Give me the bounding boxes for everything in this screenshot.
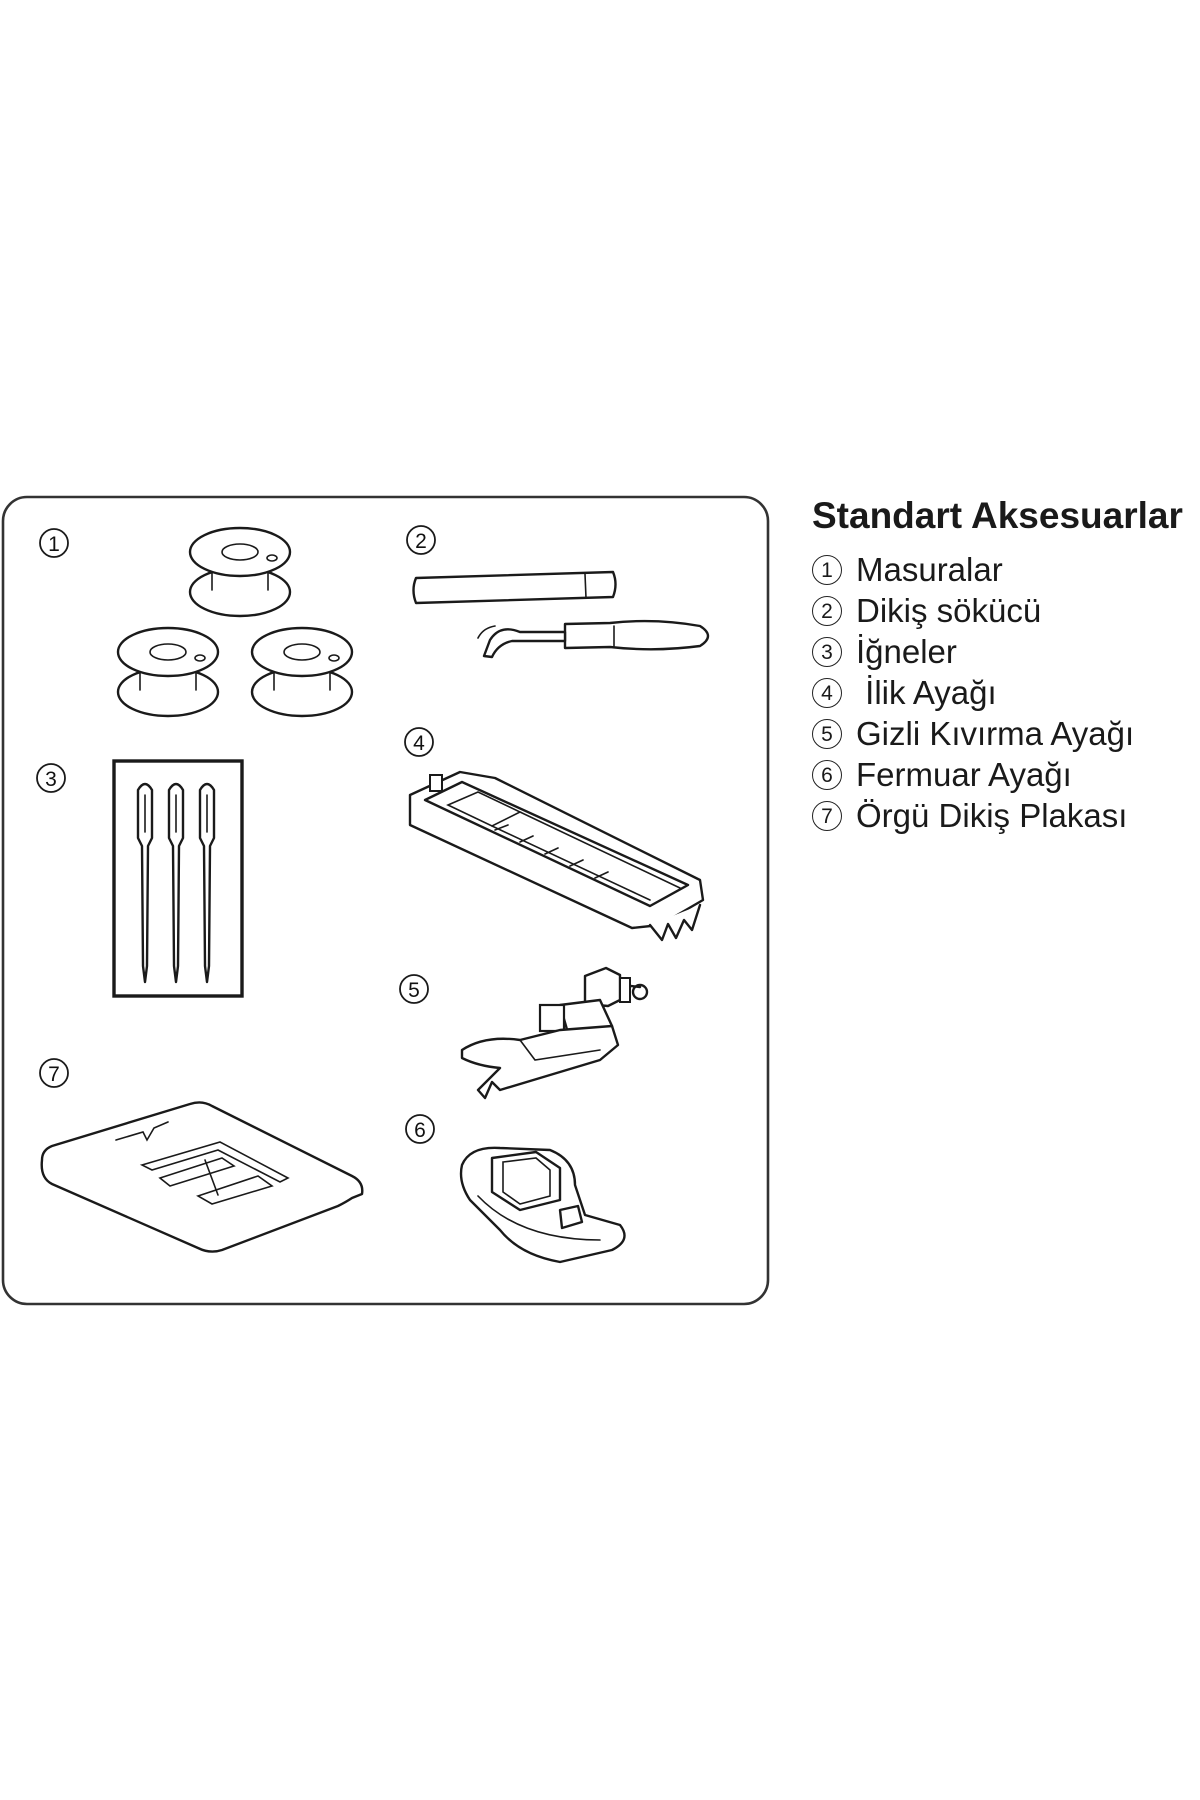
badge-3 <box>37 764 65 792</box>
legend-title: Standart Aksesuarlar <box>812 495 1183 536</box>
legend <box>812 495 1192 836</box>
svg-text:2: 2 <box>415 530 427 553</box>
legend-item <box>812 631 1192 672</box>
legend-item-number: 4 <box>812 678 842 708</box>
legend-item-label: Masuralar <box>856 551 1003 588</box>
badge-6 <box>406 1115 434 1143</box>
legend-item-number: 1 <box>812 555 842 585</box>
badge-2 <box>407 526 435 554</box>
legend-item <box>812 672 1192 713</box>
legend-item-label: Dikiş sökücü <box>856 592 1042 629</box>
badge-4 <box>405 728 433 756</box>
svg-text:4: 4 <box>413 732 425 755</box>
legend-item-label: Fermuar Ayağı <box>856 756 1072 793</box>
legend-item-number: 7 <box>812 801 842 831</box>
legend-item <box>812 754 1192 795</box>
svg-text:6: 6 <box>414 1119 426 1142</box>
svg-text:3: 3 <box>45 768 57 791</box>
legend-item-number: 5 <box>812 719 842 749</box>
legend-item <box>812 590 1192 631</box>
badge-7 <box>40 1059 68 1087</box>
svg-text:7: 7 <box>48 1063 60 1086</box>
legend-item-number: 2 <box>812 596 842 626</box>
legend-item <box>812 713 1192 754</box>
legend-item-number: 3 <box>812 637 842 667</box>
seam-ripper-cap-icon <box>414 572 616 603</box>
badge-5 <box>400 975 428 1003</box>
legend-list <box>812 549 1192 836</box>
legend-item-label: Gizli Kıvırma Ayağı <box>856 715 1135 752</box>
svg-text:5: 5 <box>408 979 420 1002</box>
legend-item-label: İlik Ayağı <box>856 674 997 711</box>
svg-text:1: 1 <box>48 533 60 556</box>
legend-item-label: İğneler <box>856 633 957 670</box>
badge-1 <box>40 529 68 557</box>
legend-item <box>812 795 1192 836</box>
legend-item-label: Örgü Dikiş Plakası <box>856 797 1128 834</box>
legend-item-number: 6 <box>812 760 842 790</box>
legend-item <box>812 549 1192 590</box>
